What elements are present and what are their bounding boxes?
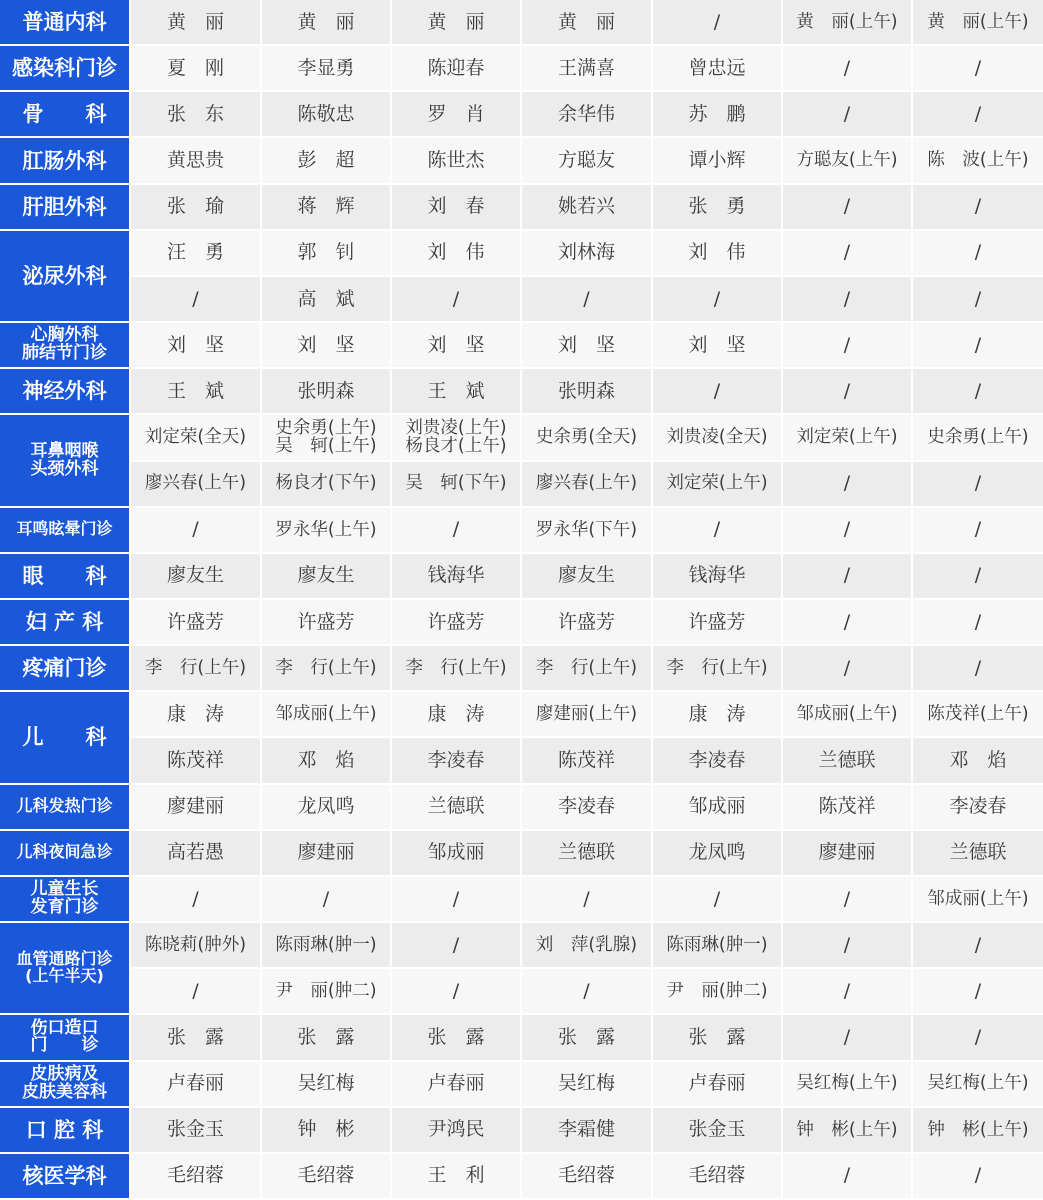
doctor-cell: 许盛芳 — [653, 600, 781, 644]
doctor-cell: 王 斌 — [392, 369, 520, 413]
doctor-cell: 廖友生 — [522, 554, 651, 598]
doctor-cell: 刘 坚 — [522, 323, 651, 367]
doctor-cell: 邹成丽(上午) — [262, 692, 390, 736]
doctor-cell: / — [392, 508, 520, 552]
doctor-cell: 吴红梅 — [522, 1062, 651, 1106]
doctor-cell: 许盛芳 — [262, 600, 390, 644]
doctor-cell: 邹成丽 — [392, 831, 520, 875]
doctor-cell: 陈敬忠 — [262, 92, 390, 136]
doctor-cell: 尹 丽(肿二) — [262, 969, 390, 1013]
doctor-cell: 陈茂祥 — [522, 738, 651, 782]
department-cell: 核医学科 — [0, 1154, 129, 1198]
doctor-cell: 刘 坚 — [131, 323, 260, 367]
department-cell: 耳鼻咽喉 头颈外科 — [0, 415, 129, 505]
doctor-cell: 郭 钊 — [262, 231, 390, 275]
doctor-cell: / — [783, 462, 911, 506]
doctor-cell: 卢春丽 — [131, 1062, 260, 1106]
doctor-cell: 邹成丽 — [653, 785, 781, 829]
doctor-cell: / — [653, 0, 781, 44]
doctor-cell: 李凌春 — [913, 785, 1043, 829]
doctor-cell: 陈雨琳(肿一) — [262, 923, 390, 967]
doctor-cell: 方聪友 — [522, 138, 651, 182]
doctor-cell: 张 瑜 — [131, 185, 260, 229]
doctor-cell: / — [131, 969, 260, 1013]
department-cell: 肛肠外科 — [0, 138, 129, 182]
doctor-cell: 陈晓莉(肿外) — [131, 923, 260, 967]
doctor-cell: 史余勇(上午) 吴 轲(上午) — [262, 415, 390, 459]
doctor-cell: 毛绍蓉 — [131, 1154, 260, 1198]
department-cell: 血管通路门诊 (上午半天) — [0, 923, 129, 1013]
doctor-cell: / — [913, 554, 1043, 598]
doctor-cell: 陈茂祥 — [783, 785, 911, 829]
doctor-cell: / — [783, 277, 911, 321]
doctor-cell: 吴红梅 — [262, 1062, 390, 1106]
doctor-cell: / — [913, 923, 1043, 967]
doctor-cell: / — [913, 277, 1043, 321]
department-cell: 伤口造口 门 诊 — [0, 1015, 129, 1059]
doctor-cell: 黄 丽(上午) — [783, 0, 911, 44]
doctor-cell: 康 涛 — [653, 692, 781, 736]
doctor-cell: / — [913, 1015, 1043, 1059]
doctor-cell: / — [653, 508, 781, 552]
doctor-cell: 吴 轲(下午) — [392, 462, 520, 506]
doctor-cell: 张 露 — [392, 1015, 520, 1059]
doctor-cell: 刘定荣(上午) — [783, 415, 911, 459]
doctor-cell: 张 东 — [131, 92, 260, 136]
doctor-cell: 毛绍蓉 — [262, 1154, 390, 1198]
doctor-cell: 高 斌 — [262, 277, 390, 321]
doctor-cell: 廖兴春(上午) — [522, 462, 651, 506]
doctor-cell: 刘 坚 — [392, 323, 520, 367]
doctor-cell: / — [913, 969, 1043, 1013]
doctor-cell: 黄 丽(上午) — [913, 0, 1043, 44]
doctor-cell: 黄思贵 — [131, 138, 260, 182]
doctor-cell: 罗 肖 — [392, 92, 520, 136]
department-cell: 眼 科 — [0, 554, 129, 598]
doctor-cell: 王满喜 — [522, 46, 651, 90]
department-cell: 疼痛门诊 — [0, 646, 129, 690]
doctor-cell: 罗永华(上午) — [262, 508, 390, 552]
doctor-cell: 李凌春 — [392, 738, 520, 782]
doctor-cell: 尹 丽(肿二) — [653, 969, 781, 1013]
department-cell: 口 腔 科 — [0, 1108, 129, 1152]
doctor-cell: 卢春丽 — [653, 1062, 781, 1106]
department-cell: 儿科发热门诊 — [0, 785, 129, 829]
doctor-cell: 邹成丽(上午) — [913, 877, 1043, 921]
doctor-cell: / — [913, 92, 1043, 136]
doctor-cell: / — [783, 508, 911, 552]
department-cell: 肝胆外科 — [0, 185, 129, 229]
doctor-cell: 康 涛 — [392, 692, 520, 736]
doctor-cell: / — [913, 369, 1043, 413]
department-cell: 心胸外科 肺结节门诊 — [0, 323, 129, 367]
doctor-cell: / — [392, 969, 520, 1013]
doctor-cell: / — [783, 92, 911, 136]
department-cell: 神经外科 — [0, 369, 129, 413]
doctor-cell: 兰德联 — [392, 785, 520, 829]
doctor-cell: 陈雨琳(肿一) — [653, 923, 781, 967]
doctor-cell: 方聪友(上午) — [783, 138, 911, 182]
doctor-cell: 吴红梅(上午) — [783, 1062, 911, 1106]
doctor-cell: 李 行(上午) — [262, 646, 390, 690]
doctor-cell: 杨良才(下午) — [262, 462, 390, 506]
doctor-cell: / — [913, 231, 1043, 275]
doctor-cell: 康 涛 — [131, 692, 260, 736]
doctor-cell: 兰德联 — [913, 831, 1043, 875]
doctor-cell: 廖建丽 — [131, 785, 260, 829]
doctor-cell: / — [392, 877, 520, 921]
doctor-cell: 刘 伟 — [653, 231, 781, 275]
doctor-cell: 陈茂祥 — [131, 738, 260, 782]
doctor-cell: 彭 超 — [262, 138, 390, 182]
doctor-cell: 兰德联 — [522, 831, 651, 875]
doctor-cell: 李 行(上午) — [653, 646, 781, 690]
doctor-cell: / — [783, 1154, 911, 1198]
doctor-cell: 黄 丽 — [392, 0, 520, 44]
doctor-cell: 廖建丽(上午) — [522, 692, 651, 736]
doctor-cell: 刘 坚 — [262, 323, 390, 367]
doctor-cell: 李 行(上午) — [522, 646, 651, 690]
department-cell: 感染科门诊 — [0, 46, 129, 90]
doctor-cell: 刘定荣(上午) — [653, 462, 781, 506]
doctor-cell: 刘 伟 — [392, 231, 520, 275]
doctor-cell: 高若愚 — [131, 831, 260, 875]
doctor-cell: 毛绍蓉 — [522, 1154, 651, 1198]
doctor-cell: 钱海华 — [653, 554, 781, 598]
doctor-cell: 兰德联 — [783, 738, 911, 782]
doctor-cell: / — [783, 1015, 911, 1059]
doctor-cell: 曾忠远 — [653, 46, 781, 90]
doctor-cell: / — [783, 969, 911, 1013]
doctor-cell: 邓 焰 — [262, 738, 390, 782]
doctor-cell: 许盛芳 — [392, 600, 520, 644]
doctor-cell: / — [783, 323, 911, 367]
doctor-cell: 钱海华 — [392, 554, 520, 598]
department-cell: 儿 科 — [0, 692, 129, 782]
doctor-cell: 廖友生 — [131, 554, 260, 598]
doctor-cell: 张 勇 — [653, 185, 781, 229]
doctor-cell: 廖友生 — [262, 554, 390, 598]
doctor-cell: 李显勇 — [262, 46, 390, 90]
doctor-cell: 吴红梅(上午) — [913, 1062, 1043, 1106]
doctor-cell: 史余勇(全天) — [522, 415, 651, 459]
doctor-cell: 汪 勇 — [131, 231, 260, 275]
doctor-cell: 王 斌 — [131, 369, 260, 413]
doctor-cell: 张 露 — [653, 1015, 781, 1059]
doctor-cell: / — [783, 646, 911, 690]
doctor-cell: / — [262, 877, 390, 921]
department-cell: 耳鸣眩晕门诊 — [0, 508, 129, 552]
doctor-cell: / — [522, 877, 651, 921]
doctor-cell: 余华伟 — [522, 92, 651, 136]
doctor-cell: 黄 丽 — [131, 0, 260, 44]
doctor-cell: 刘 坚 — [653, 323, 781, 367]
doctor-cell: 陈茂祥(上午) — [913, 692, 1043, 736]
doctor-cell: / — [913, 185, 1043, 229]
doctor-cell: / — [783, 600, 911, 644]
doctor-cell: 张 露 — [522, 1015, 651, 1059]
doctor-cell: / — [783, 185, 911, 229]
doctor-cell: 张明森 — [522, 369, 651, 413]
doctor-cell: 刘 萍(乳腺) — [522, 923, 651, 967]
doctor-cell: 张金玉 — [653, 1108, 781, 1152]
doctor-cell: 廖建丽 — [783, 831, 911, 875]
doctor-cell: 廖兴春(上午) — [131, 462, 260, 506]
doctor-cell: / — [913, 1154, 1043, 1198]
doctor-cell: 李凌春 — [653, 738, 781, 782]
doctor-cell: / — [783, 231, 911, 275]
doctor-cell: 刘林海 — [522, 231, 651, 275]
doctor-cell: 蒋 辉 — [262, 185, 390, 229]
doctor-cell: 许盛芳 — [522, 600, 651, 644]
doctor-cell: / — [131, 508, 260, 552]
doctor-cell: 许盛芳 — [131, 600, 260, 644]
doctor-cell: 龙凤鸣 — [262, 785, 390, 829]
doctor-cell: 邹成丽(上午) — [783, 692, 911, 736]
doctor-cell: / — [913, 508, 1043, 552]
doctor-cell: 史余勇(上午) — [913, 415, 1043, 459]
doctor-cell: / — [913, 46, 1043, 90]
doctor-cell: 龙凤鸣 — [653, 831, 781, 875]
department-cell: 普通内科 — [0, 0, 129, 44]
doctor-cell: 张金玉 — [131, 1108, 260, 1152]
department-cell: 儿科夜间急诊 — [0, 831, 129, 875]
doctor-cell: 钟 彬 — [262, 1108, 390, 1152]
doctor-cell: 陈世杰 — [392, 138, 520, 182]
doctor-cell: / — [392, 923, 520, 967]
doctor-cell: 谭小辉 — [653, 138, 781, 182]
doctor-cell: 夏 刚 — [131, 46, 260, 90]
doctor-cell: 邓 焰 — [913, 738, 1043, 782]
department-cell: 骨 科 — [0, 92, 129, 136]
doctor-cell: / — [522, 277, 651, 321]
doctor-cell: 苏 鹏 — [653, 92, 781, 136]
doctor-cell: 李霜健 — [522, 1108, 651, 1152]
doctor-cell: 刘定荣(全天) — [131, 415, 260, 459]
doctor-cell: / — [653, 877, 781, 921]
doctor-cell: 李凌春 — [522, 785, 651, 829]
doctor-cell: / — [913, 646, 1043, 690]
doctor-cell: 王 利 — [392, 1154, 520, 1198]
doctor-cell: 钟 彬(上午) — [913, 1108, 1043, 1152]
doctor-cell: 李 行(上午) — [392, 646, 520, 690]
doctor-cell: / — [653, 369, 781, 413]
doctor-cell: 张明森 — [262, 369, 390, 413]
doctor-cell: 刘贵凌(全天) — [653, 415, 781, 459]
doctor-cell: 姚若兴 — [522, 185, 651, 229]
department-cell: 儿童生长 发育门诊 — [0, 877, 129, 921]
doctor-cell: / — [783, 877, 911, 921]
doctor-cell: / — [783, 369, 911, 413]
doctor-cell: 李 行(上午) — [131, 646, 260, 690]
doctor-cell: / — [783, 46, 911, 90]
doctor-cell: 钟 彬(上午) — [783, 1108, 911, 1152]
doctor-cell: / — [913, 323, 1043, 367]
doctor-cell: / — [913, 462, 1043, 506]
doctor-cell: 张 露 — [131, 1015, 260, 1059]
doctor-cell: 廖建丽 — [262, 831, 390, 875]
doctor-cell: 卢春丽 — [392, 1062, 520, 1106]
doctor-cell: / — [783, 554, 911, 598]
department-cell: 皮肤病及 皮肤美容科 — [0, 1062, 129, 1106]
doctor-cell: 黄 丽 — [262, 0, 390, 44]
doctor-cell: 刘 春 — [392, 185, 520, 229]
doctor-cell: / — [913, 600, 1043, 644]
doctor-cell: 陈 波(上午) — [913, 138, 1043, 182]
doctor-cell: / — [653, 277, 781, 321]
doctor-cell: / — [131, 877, 260, 921]
department-cell: 泌尿外科 — [0, 231, 129, 321]
doctor-cell: 黄 丽 — [522, 0, 651, 44]
department-cell: 妇 产 科 — [0, 600, 129, 644]
doctor-cell: / — [392, 277, 520, 321]
doctor-cell: 刘贵凌(上午) 杨良才(上午) — [392, 415, 520, 459]
doctor-cell: 罗永华(下午) — [522, 508, 651, 552]
doctor-cell: 张 露 — [262, 1015, 390, 1059]
doctor-cell: 毛绍蓉 — [653, 1154, 781, 1198]
doctor-cell: 陈迎春 — [392, 46, 520, 90]
doctor-cell: / — [522, 969, 651, 1013]
doctor-cell: / — [783, 923, 911, 967]
doctor-cell: 尹鸿民 — [392, 1108, 520, 1152]
doctor-cell: / — [131, 277, 260, 321]
